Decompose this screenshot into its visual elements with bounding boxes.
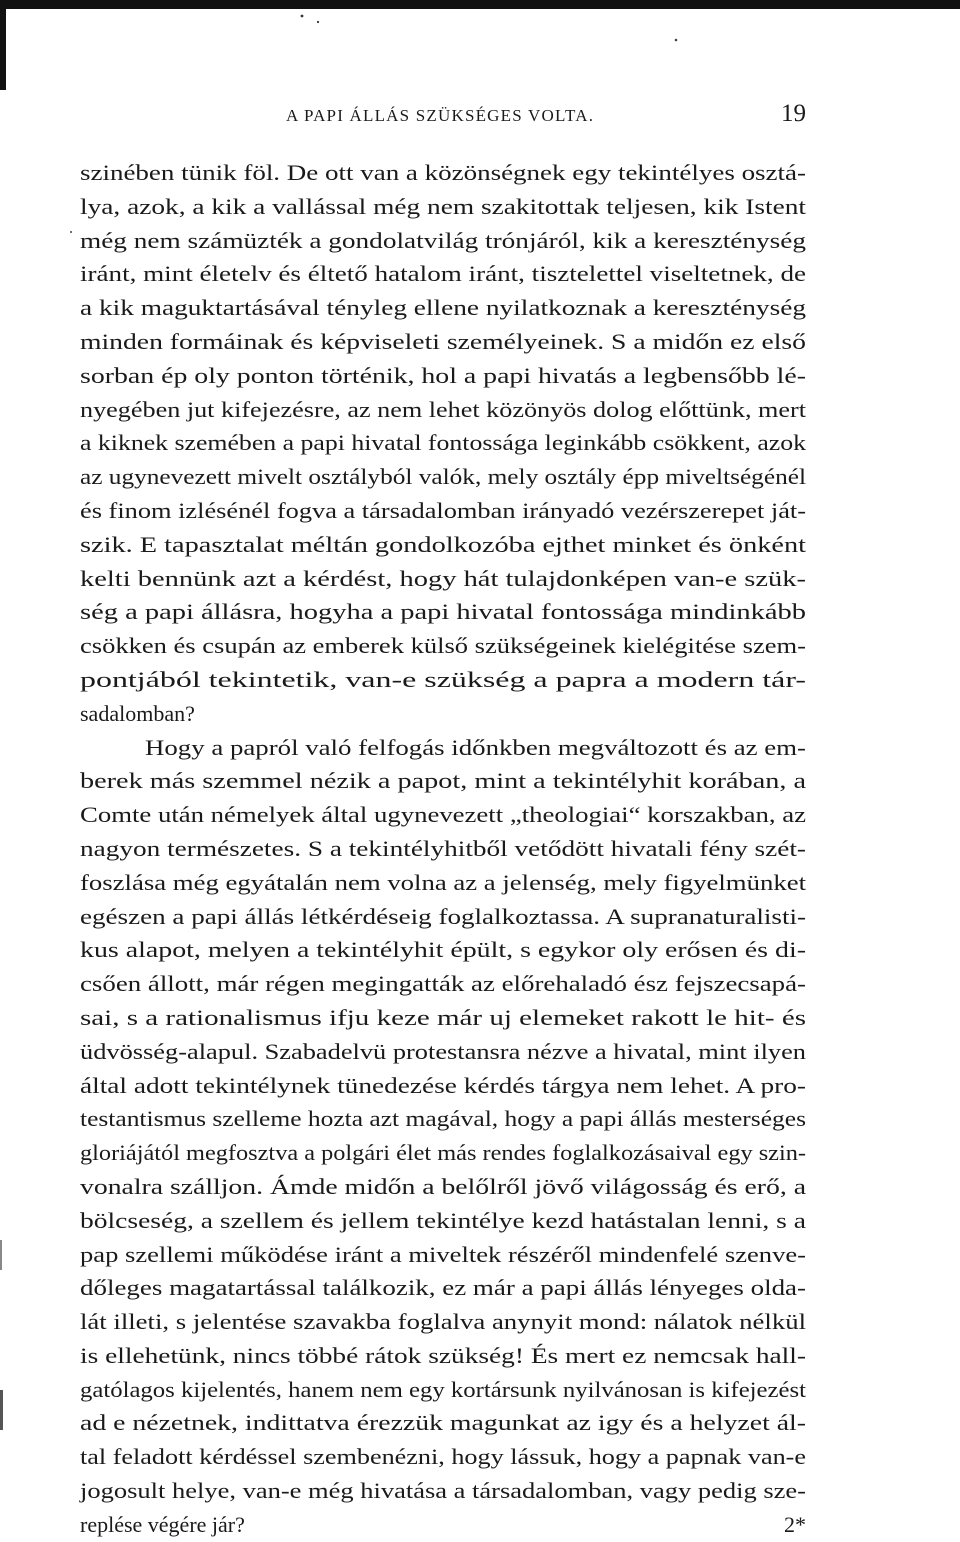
text-line (80, 900, 806, 934)
text-line (80, 1136, 806, 1170)
line-text: az ugynevezett mivelt osztályból valók, mely osztály épp miveltségénél (80, 464, 806, 490)
line-text: dőleges magatartással találkozik, ez már a papi állás lényeges olda- (80, 1275, 806, 1301)
text-line (80, 1508, 806, 1542)
line-text: Comte után némelyek által ugynevezett „theologiai“ korszakban, az (80, 802, 806, 828)
line-text: csökken és csupán az emberek külső szükségeinek kielégitése szem- (80, 633, 806, 659)
text-line (80, 1339, 806, 1373)
text-line (80, 156, 806, 190)
text-line (80, 528, 806, 562)
line-text: pontjából tekintetik, van-e szükség a papra a modern tár- (80, 666, 806, 692)
text-line (80, 1170, 806, 1204)
text-line (80, 1204, 806, 1238)
line-text: is ellehetünk, nincs többé rátok szükség! És mert ez nemcsak hall- (80, 1342, 806, 1368)
line-text: és finom izlésénél fogva a társadalomban irányadó vezérszerepet ját- (80, 497, 806, 523)
line-text: nyegében jut kifejezésre, az nem lehet közönyös dolog előttünk, mert (80, 396, 806, 422)
line-text: ad e nézetnek, indittatva érezzük magunkat az igy és a helyzet ál- (80, 1410, 806, 1436)
line-text: a kiknek szemében a papi hivatal fontossága leginkább csökkent, azok (80, 430, 806, 456)
line-text: által adott tekintélynek tünedezése kérdés tárgya nem lehet. A pro- (80, 1072, 806, 1098)
text-line (80, 1001, 806, 1035)
text-line (80, 1271, 806, 1305)
line-text: szik. E tapasztalat méltán gondolkozóba ejthet minket és önként (80, 531, 806, 557)
line-text: lát illeti, s jelentése szavakba foglalva anynyit mond: nálatok nélkül (80, 1309, 806, 1335)
text-line (80, 190, 806, 224)
line-text: egészen a papi állás létkérdéseig foglalkoztassa. A supranaturalisti- (80, 903, 806, 929)
text-line (80, 494, 806, 528)
line-text: gatólagos kijelentés, hanem nem egy kortársunk nyilvánosan is kifejezést (80, 1376, 806, 1402)
line-text: még nem számüzték a gondolatvilág trónjáról, kik a kereszténység (80, 227, 806, 253)
line-text: nagyon természetes. S a tekintélyhitből vetődött hivatali fény szét- (80, 835, 806, 861)
text-line (80, 1406, 806, 1440)
line-text: pap szellemi működése iránt a miveltek részéről mindenfelé szenve- (80, 1241, 806, 1267)
text-line (80, 325, 806, 359)
text-line (80, 224, 806, 258)
text-line (80, 291, 806, 325)
page-number: 19 (781, 100, 806, 127)
body-text (80, 156, 806, 1542)
text-line (80, 798, 806, 832)
text-line (80, 933, 806, 967)
signature-mark: 2* (784, 1511, 806, 1537)
line-text: gloriájától megfosztva a polgári élet más rendes foglalkozásaival egy szin- (80, 1140, 806, 1166)
line-text: replése végére jár? (80, 1511, 245, 1537)
line-text: ség a papi állásra, hogyha a papi hivatal fontossága mindinkább (80, 599, 806, 625)
line-text: lya, azok, a kik a vallással még nem szakitottak teljesen, kik Istent (80, 193, 806, 219)
text-line (80, 629, 806, 663)
text-line (80, 731, 806, 765)
line-text: kelti bennünk azt a kérdést, hogy hát tulajdonképen van-e szük- (80, 565, 806, 591)
text-line (80, 764, 806, 798)
line-text: foszlása még egyátalán nem volna az a jelenség, mely figyelmünket (80, 869, 806, 895)
text-line (80, 1440, 806, 1474)
text-line (80, 562, 806, 596)
line-text: kus alapot, melyen a tekintélyhit épült, s egykor oly erősen és di- (80, 937, 806, 963)
text-line (80, 967, 806, 1001)
line-text: tal feladott kérdéssel szembenézni, hogy lássuk, hogy a papnak van-e (80, 1444, 806, 1470)
text-line (80, 595, 806, 629)
text-line (80, 1035, 806, 1069)
text-line (80, 426, 806, 460)
text-line (80, 393, 806, 427)
line-text: sai, s a rationalismus ifju keze már uj elemeket rakott le hit- és (80, 1004, 807, 1030)
text-line (80, 1373, 806, 1407)
line-text: sorban ép oly ponton történik, hol a papi hivatás a legbensőbb lé- (80, 362, 806, 388)
text-line (80, 1069, 806, 1103)
line-text: bölcseség, a szellem és jellem tekintélye kezd hatástalan lenni, s a (80, 1207, 806, 1233)
line-text: a kik maguktartásával tényleg ellene nyilatkoznak a kereszténység (80, 295, 806, 321)
line-text: csően állott, már régen megingatták az előrehaladó ész fejszecsapá- (80, 971, 806, 997)
line-text: testantismus szelleme hozta azt magával, hogy a papi állás mesterséges (80, 1106, 806, 1132)
line-text: iránt, mint életelv és éltető hatalom iránt, tisztelettel viseltetnek, de (80, 261, 807, 287)
line-text: jogosult helye, van-e még hivatása a társadalomban, vagy pedig sze- (80, 1478, 807, 1504)
text-line (80, 866, 806, 900)
page-header (80, 100, 806, 134)
text-line (80, 359, 806, 393)
text-line (80, 1238, 806, 1272)
line-text: szinében tünik föl. De ott van a közönségnek egy tekintélyes osztá- (80, 160, 806, 185)
line-text: sadalomban? (80, 700, 195, 726)
line-text: berek más szemmel nézik a papot, mint a tekintélyhit korában, a (80, 768, 806, 794)
text-line (80, 697, 806, 731)
text-line (80, 460, 806, 494)
text-line (80, 257, 806, 291)
line-text: Hogy a papról való felfogás időnkben megváltozott és az em- (145, 734, 806, 760)
running-title: A PAPI ÁLLÁS SZÜKSÉGES VOLTA. (286, 106, 595, 125)
text-line (80, 1305, 806, 1339)
line-text: üdvösség-alapul. Szabadelvü protestansra nézve a hivatal, mint ilyen (80, 1038, 806, 1064)
line-text: vonalra szálljon. Ámde midőn a belőlről jövő világosság és erő, a (80, 1173, 806, 1199)
text-line (80, 1102, 806, 1136)
text-line (80, 663, 806, 697)
line-text: minden formáinak és képviseleti személyeinek. S a midőn ez első (80, 328, 806, 354)
text-line (80, 1474, 806, 1508)
text-line (80, 832, 806, 866)
